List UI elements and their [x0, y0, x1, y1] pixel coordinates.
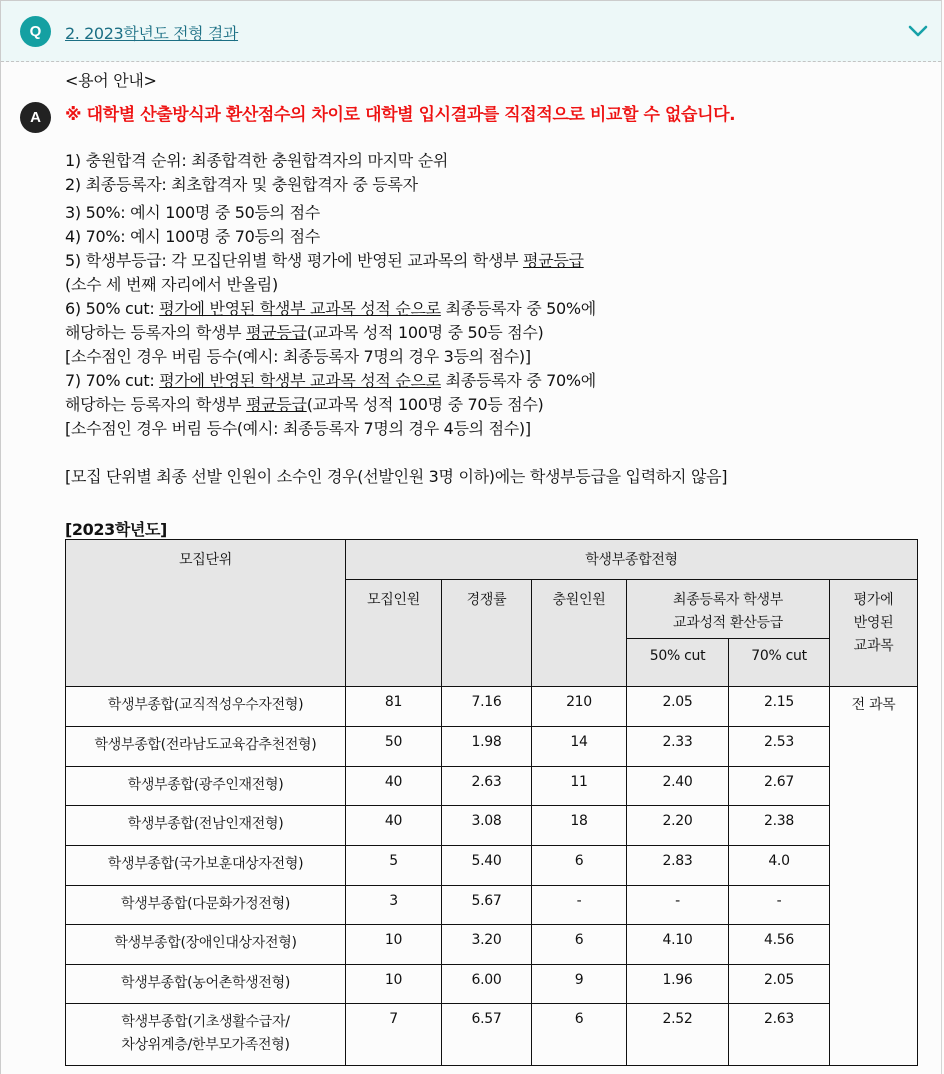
cell-cut70: 4.0: [729, 846, 830, 886]
cell-cut50: 2.05: [627, 687, 729, 727]
header-ratio: 경쟁률: [442, 580, 532, 687]
answer-badge: A: [20, 102, 51, 133]
definition-7-line2: [65, 393, 925, 417]
cell-extra: 18: [532, 806, 627, 846]
cell-ratio: 5.67: [442, 886, 532, 925]
question-badge: Q: [20, 16, 51, 47]
header-extra: 충원인원: [532, 580, 627, 687]
cell-ratio: 6.57: [442, 1004, 532, 1066]
definition-6-line2: [65, 321, 925, 345]
guide-title: <용어 안내>: [65, 71, 157, 90]
cell-ratio: 1.98: [442, 727, 532, 767]
header-cut70: 70% cut: [729, 639, 830, 687]
cell-cut50: -: [627, 886, 729, 925]
definition-2: 2) 최종등록자: 최초합격자 및 충원합격자 중 등록자: [65, 175, 418, 194]
definition-7-text-end: 최종등록자 중 70%에: [440, 371, 596, 390]
cell-ratio: 5.40: [442, 846, 532, 886]
year-heading: [2023학년도]: [65, 520, 167, 539]
cell-recruit: 40: [346, 767, 442, 806]
cell-unit-line1: 학생부종합(기초생활수급자/: [121, 1014, 290, 1030]
table-row: [66, 925, 918, 965]
header-grade-line1: 최종등록자 학생부: [673, 592, 783, 608]
table-row: [66, 727, 918, 767]
cell-recruit: 10: [346, 965, 442, 1004]
header-subjects-line3: 교과목: [853, 638, 894, 654]
cell-cut50: 4.10: [627, 925, 729, 965]
cell-unit: 학생부종합(광주인재전형): [66, 767, 346, 806]
cell-extra: -: [532, 886, 627, 925]
cell-cut70: 2.05: [729, 965, 830, 1004]
cell-ratio: 3.08: [442, 806, 532, 846]
cell-unit: 학생부종합(농어촌학생전형): [66, 965, 346, 1004]
table-row: [66, 886, 918, 925]
cell-cut50: 1.96: [627, 965, 729, 1004]
cell-cut50: 2.83: [627, 846, 729, 886]
cell-cut70: 4.56: [729, 925, 830, 965]
cell-cut50: 2.40: [627, 767, 729, 806]
definition-7: [65, 369, 925, 393]
cell-cut70: 2.63: [729, 1004, 830, 1066]
cell-extra: 14: [532, 727, 627, 767]
cell-unit: 학생부종합(다문화가정전형): [66, 886, 346, 925]
cell-recruit: 81: [346, 687, 442, 727]
answer-content: [65, 69, 925, 489]
cell-ratio: 3.20: [442, 925, 532, 965]
table-row: [66, 1004, 918, 1066]
cell-unit: 학생부종합(전라남도교육감추천전형): [66, 727, 346, 767]
cell-recruit: 50: [346, 727, 442, 767]
cell-subjects: 전 과목: [830, 687, 918, 1066]
cell-cut70: -: [729, 886, 830, 925]
definition-7-text: 7) 70% cut:: [65, 371, 160, 390]
cell-extra: 11: [532, 767, 627, 806]
definition-6: [65, 297, 925, 321]
cell-unit: [66, 1004, 346, 1066]
definition-6-text-2: 해당하는 등록자의 학생부: [65, 323, 247, 342]
definition-7-text-3: (교과목 성적 100명 중 70등 점수): [306, 395, 544, 414]
cell-ratio: 2.63: [442, 767, 532, 806]
warning-text: ※ 대학별 산출방식과 환산점수의 차이로 대학별 입시결과를 직접적으로 비교할 수 없습니다.: [65, 105, 736, 125]
selection-note: [모집 단위별 최종 선발 인원이 소수인 경우(선발인원 3명 이하)에는 학생부등급을 입력하지 않음]: [65, 467, 728, 486]
cell-ratio: 6.00: [442, 965, 532, 1004]
definition-6-text-end: 최종등록자 중 50%에: [440, 299, 596, 318]
definition-7-note: [소수점인 경우 버림 등수(예시: 최종등록자 7명의 경우 4등의 점수)]: [65, 419, 531, 438]
definition-6-underlined: 평가에 반영된 학생부 교과목 성적 순으로: [159, 299, 441, 318]
definition-6-underlined-2: 평균등급: [246, 323, 307, 342]
cell-extra: 210: [532, 687, 627, 727]
definition-5-text: 5) 학생부등급: 각 모집단위별 학생 평가에 반영된 교과목의 학생부: [65, 251, 524, 270]
definitions-list: [65, 149, 925, 441]
definition-6-text-3: (교과목 성적 100명 중 50등 점수): [306, 323, 544, 342]
question-header[interactable]: [1, 1, 941, 62]
cell-recruit: 40: [346, 806, 442, 846]
header-recruit: 모집인원: [346, 580, 442, 687]
table-row: [66, 965, 918, 1004]
header-subjects-line2: 반영된: [853, 615, 894, 631]
header-group: 학생부종합전형: [346, 540, 918, 580]
question-title-link[interactable]: 2. 2023학년도 전형 결과: [65, 24, 239, 43]
cell-extra: 9: [532, 965, 627, 1004]
cell-unit: 학생부종합(교직적성우수자전형): [66, 687, 346, 727]
cell-extra: 6: [532, 925, 627, 965]
cell-cut50: 2.33: [627, 727, 729, 767]
definition-5-note: (소수 세 번째 자리에서 반올림): [65, 275, 278, 294]
cell-cut50: 2.52: [627, 1004, 729, 1066]
header-unit: 모집단위: [66, 540, 346, 687]
cell-recruit: 7: [346, 1004, 442, 1066]
chevron-down-icon[interactable]: [907, 23, 929, 39]
cell-ratio: 7.16: [442, 687, 532, 727]
cell-recruit: 10: [346, 925, 442, 965]
header-grade: [627, 580, 830, 639]
table-row: [66, 767, 918, 806]
header-cut50: 50% cut: [627, 639, 729, 687]
table-row: [66, 846, 918, 886]
table-row: [66, 806, 918, 846]
definition-7-text-2: 해당하는 등록자의 학생부: [65, 395, 247, 414]
table-row: [66, 687, 918, 727]
cell-cut70: 2.53: [729, 727, 830, 767]
cell-unit: 학생부종합(장애인대상자전형): [66, 925, 346, 965]
definition-3: 3) 50%: 예시 100명 중 50등의 점수: [65, 203, 320, 222]
cell-cut70: 2.15: [729, 687, 830, 727]
cell-unit: 학생부종합(전남인재전형): [66, 806, 346, 846]
header-subjects-line1: 평가에: [853, 592, 894, 608]
definition-1: 1) 충원합격 순위: 최종합격한 충원합격자의 마지막 순위: [65, 151, 449, 170]
header-subjects: [830, 580, 918, 687]
cell-recruit: 3: [346, 886, 442, 925]
definition-6-text: 6) 50% cut:: [65, 299, 160, 318]
cell-cut70: 2.38: [729, 806, 830, 846]
cell-cut50: 2.20: [627, 806, 729, 846]
cell-unit: 학생부종합(국가보훈대상자전형): [66, 846, 346, 886]
results-table: [65, 539, 918, 1066]
definition-5-underlined: 평균등급: [523, 251, 584, 270]
definition-6-note: [소수점인 경우 버림 등수(예시: 최종등록자 7명의 경우 3등의 점수)]: [65, 347, 531, 366]
definition-7-underlined-2: 평균등급: [246, 395, 307, 414]
cell-unit-line2: 차상위계층/한부모가족전형): [121, 1037, 290, 1053]
definition-7-underlined: 평가에 반영된 학생부 교과목 성적 순으로: [159, 371, 441, 390]
cell-recruit: 5: [346, 846, 442, 886]
cell-extra: 6: [532, 1004, 627, 1066]
cell-cut70: 2.67: [729, 767, 830, 806]
definition-4: 4) 70%: 예시 100명 중 70등의 점수: [65, 227, 320, 246]
definition-5: [65, 249, 925, 273]
cell-extra: 6: [532, 846, 627, 886]
header-grade-line2: 교과성적 환산등급: [673, 615, 783, 631]
